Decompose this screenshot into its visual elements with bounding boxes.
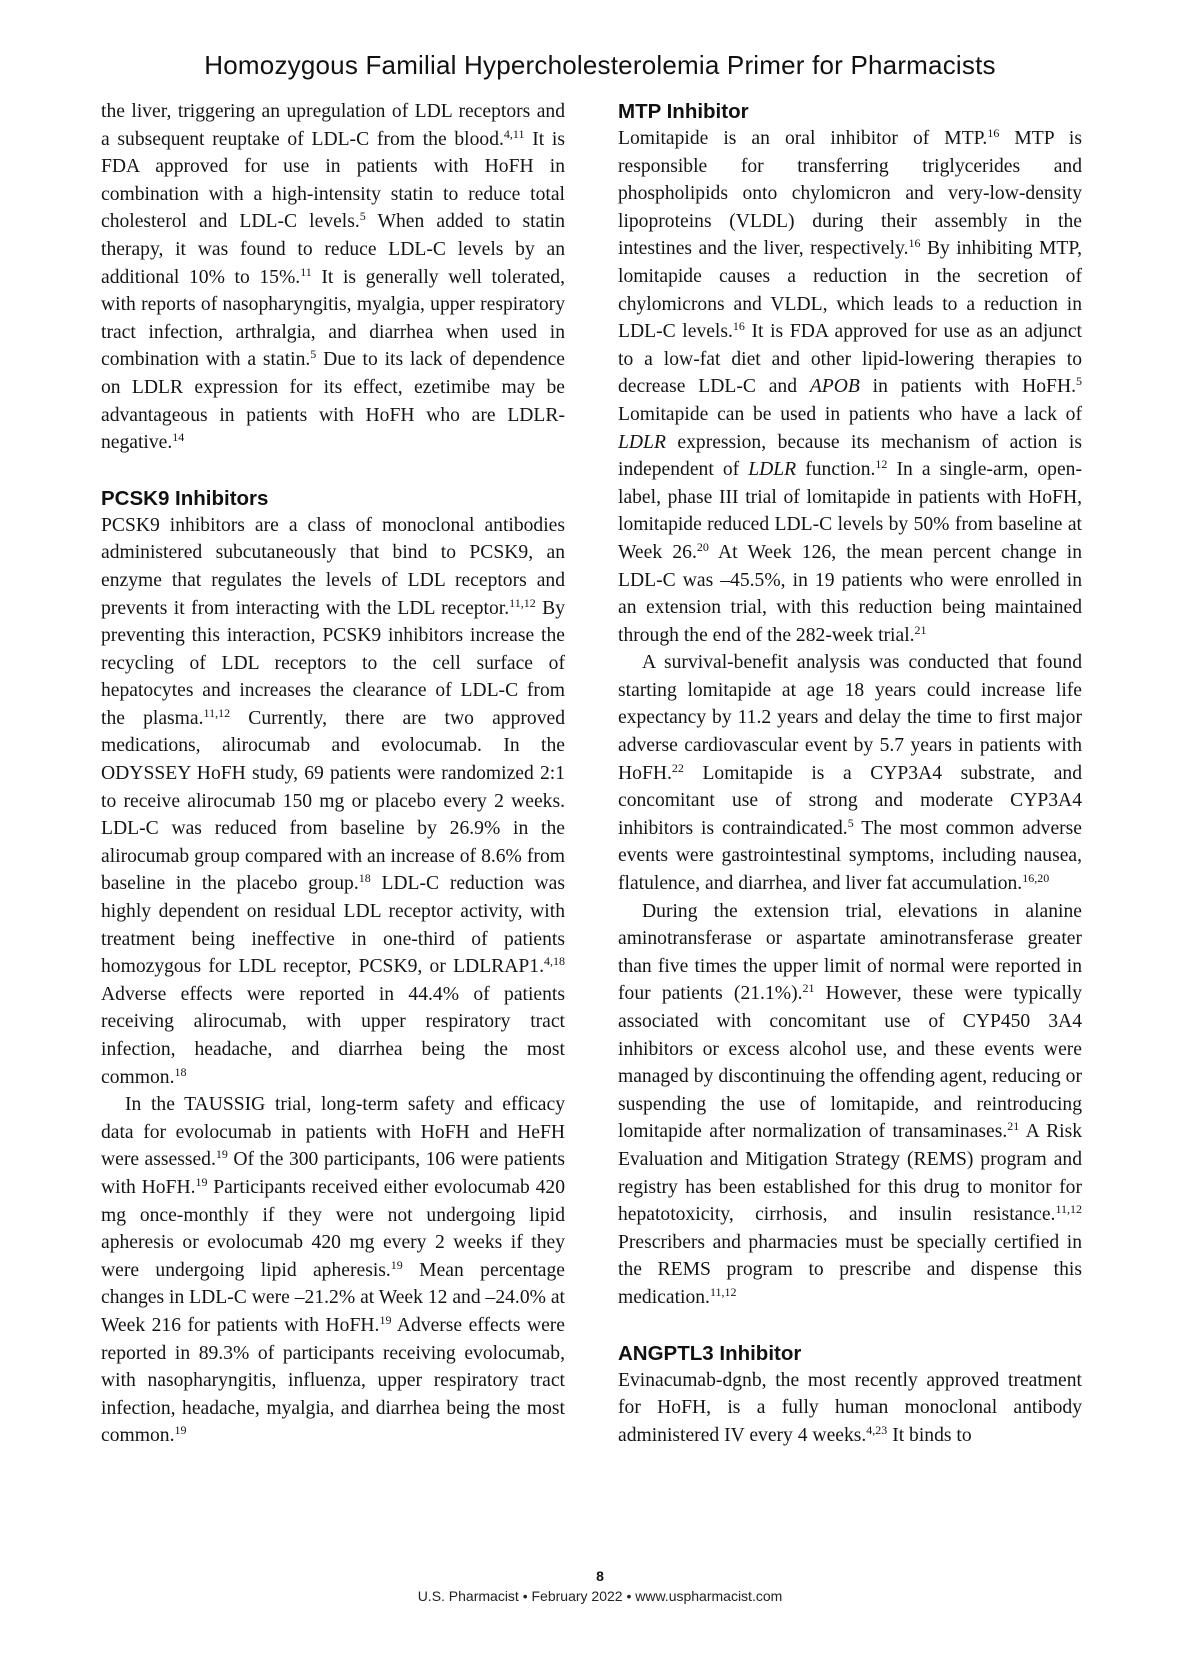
body-paragraph: A survival-benefit analysis was conducted that found starting lomitapide at age 18 years could increase life expectancy by 11.2 years and delay the time to first major adverse cardiovascular event by 5.7 years in patients with HoFH.$^{22}$ Lomitapide is a CYP3A4 substrate, and concomitant use of strong and moderate CYP3A4 inhibitors is contraindicated.$^5$ The most common adverse events were gastrointestinal symptoms, including nausea, flatulence, and diarrhea, and liver fat accumulation.$^{16,20}$ (618, 652, 1082, 895)
running-title: Homozygous Familial Hypercholesterolemia Primer for Pharmacists (204, 50, 996, 80)
section-heading-angptl3: ANGPTL3 Inhibitor (618, 1341, 802, 1365)
footer-citation: U.S. Pharmacist • February 2022 • www.uspharmacist.com (417, 1588, 783, 1604)
body-paragraph: In the TAUSSIG trial, long-term safety and efficacy data for evolocumab in patients with HoFH and HeFH were assessed.$^{19}$ Of the 300 participants, 106 were patients with HoFH.$^{19}$ Participants received either evolocumab 420 mg once-monthly if they were not undergoing lipid apheresis or evolocumab 420 mg every 2 weeks if they were undergoing lipid apheresis.$^{19}$ Mean percentage changes in LDL-C were –21.2% at Week 12 and –24.0% at Week 216 for patients with HoFH.$^{19}$ Adverse effects were reported in 89.3% of participants receiving evolocumab, with nasopharyngitis, influenza, upper respiratory tract infection, headache, myalgia, and diarrhea being the most common.$^{19}$ (101, 1094, 566, 1447)
section-heading-pcsk9: PCSK9 Inhibitors (101, 486, 269, 510)
body-paragraph: Evinacumab-dgnb, the most recently approved treatment for HoFH, is a fully human monoclonal antibody administered IV every 4 weeks.$^{4,23}$ It binds to (618, 1369, 1082, 1446)
page-number: 8 (596, 1568, 604, 1584)
right-column (618, 98, 1082, 1449)
body-paragraph: During the extension trial, elevations in alanine aminotransferase or aspartate aminotransferase greater than five times the upper limit of normal were reported in four patients (21.1%).$^{21}$ However, these were typically associated with concomitant use of CYP450 3A4 inhibitors or excess alcohol use, and these events were managed by discontinuing the offending agent, reducing or suspending the use of lomitapide, and reintroducing lomitapide after normalization of transaminases.$^{21}$ A Risk Evaluation and Mitigation Strategy (REMS) program and registry has been established for this drug to monitor for hepatotoxicity, cirrhosis, and insulin resistance.$^{11,12}$ Prescribers and pharmacies must be specially certified in the REMS program to prescribe and dispense this medication.$^{11,12}$ (618, 900, 1082, 1308)
body-paragraph: PCSK9 inhibitors are a class of monoclonal antibodies administered subcutaneously that bind to PCSK9, an enzyme that regulates the levels of LDL receptors and prevents it from interacting with the LDL receptor.$^{11,12}$ By preventing this interaction, PCSK9 inhibitors increase the recycling of LDL receptors to the cell surface of hepatocytes and increases the clearance of LDL-C from the plasma.$^{11,12}$ Currently, there are two approved medications, alirocumab and evolocumab. In the ODYSSEY HoFH study, 69 patients were randomized 2:1 to receive alirocumab 150 mg or placebo every 2 weeks. LDL-C was reduced from baseline by 26.9% in the alirocumab group compared with an increase of 8.6% from baseline in the placebo group.$^{18}$ LDL-C reduction was highly dependent on residual LDL receptor activity, with treatment being ineffective in one-third of patients homozygous for LDL receptor, PCSK9, or LDLRAP1.$^{4,18}$ Adverse effects were reported in 44.4% of patients receiving alirocumab, with upper respiratory tract infection, headache, and diarrhea being the most common.$^{18}$ (101, 514, 566, 1088)
section-heading-mtp: MTP Inhibitor (618, 100, 749, 123)
body-paragraph: Lomitapide is an oral inhibitor of MTP.$^{16}$ MTP is responsible for transferring triglycerides and phospholipids onto chylomicron and very-low-density lipoproteins (VLDL) during their assembly in the intestines and the liver, respectively.$^{16}$ By inhibiting MTP, lomitapide causes a reduction in the secretion of chylomicrons and VLDL, which leads to a reduction in LDL-C levels.$^{16}$ It is FDA approved for use as an adjunct to a low-fat diet and other lipid-lowering therapies to decrease LDL-C and APOB in patients with HoFH.$^5$ Lomitapide can be used in patients who have a lack of LDLR expression, because its mechanism of action is independent of LDLR function.$^{12}$ In a single-arm, open-label, phase III trial of lomitapide in patients with HoFH, lomitapide reduced LDL-C levels by 50% from baseline at Week 26.20 At Week 126, the mean percent change in LDL-C was –45.5%, in 19 patients who were enrolled in an extension trial, with this reduction being maintained through the end of the 282-week trial.$^{21}$ (618, 126, 1082, 646)
left-column (101, 98, 565, 1450)
body-paragraph: the liver, triggering an upregulation of LDL receptors and a subsequent reuptake of LDL-C from the blood.$^{4,11}$ It is FDA approved for use in patients with HoFH in combination with a high-intensity statin to reduce total cholesterol and LDL-C levels.$^5$ When added to statin therapy, it was found to reduce LDL-C levels by an additional 10% to 15%.$^{11}$ It is generally well tolerated, with reports of nasopharyngitis, myalgia, upper respiratory tract infection, arthralgia, and diarrhea when used in combination with a statin.$^5$ Due to its lack of dependence on LDLR expression for its effect, ezetimibe may be advantageous in patients with HoFH who are LDLR-negative.$^{14}$ (101, 101, 566, 454)
